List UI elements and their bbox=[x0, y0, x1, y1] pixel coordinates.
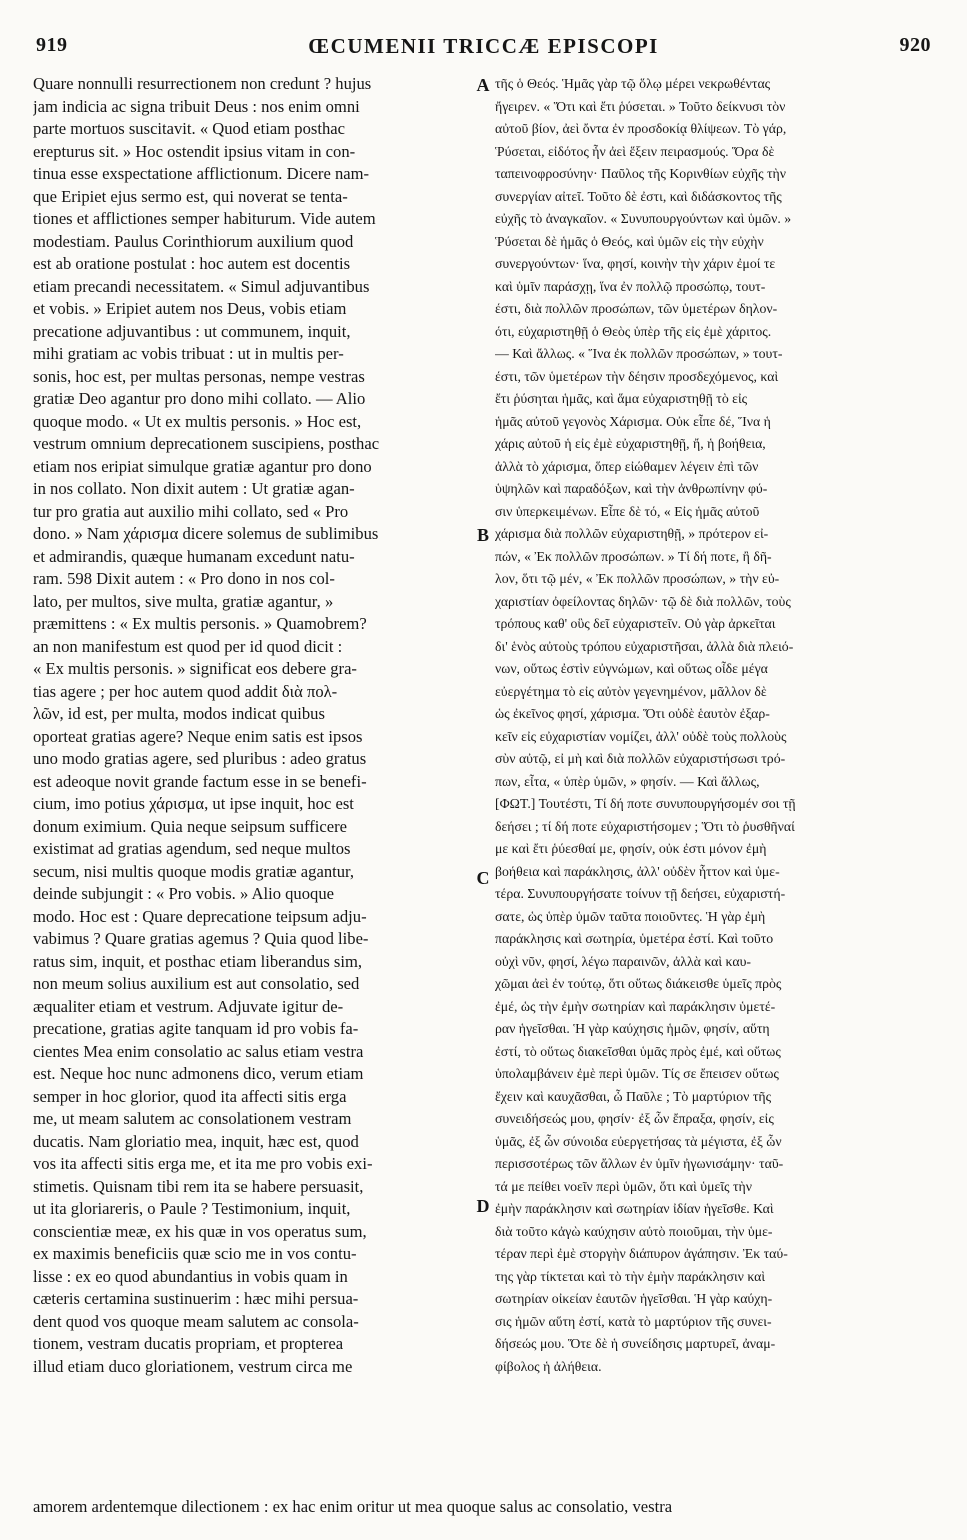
latin-line: modestiam. Paulus Corinthiorum auxilium quod bbox=[33, 231, 354, 251]
latin-line: stimetis. Quisnam tibi rem ita se habere persuasit, bbox=[33, 1176, 364, 1196]
greek-line: ταπεινοφροσύνην· Παῦλος τῆς Κορινθίων εὐχῆς τὴν bbox=[495, 166, 786, 181]
latin-line: secum, nisi multis quoque modis gratiæ agantur, bbox=[33, 861, 355, 881]
greek-line: ὑψηλῶν καὶ παραδόξων, καὶ τὴν ἀνθρωπίνην φύ- bbox=[495, 481, 768, 496]
greek-line: ἔτι ῥύσηται ἡμᾶς, καὶ ἅμα εὐχαριστηθῇ τὸ εἰς bbox=[495, 391, 748, 406]
latin-line: præmittens : « Ex multis personis. » Quamobrem? bbox=[33, 614, 367, 633]
greek-line: χαριστίαν ὀφείλοντας δηλῶν· τῷ δὲ διὰ πολλῶν, τοὺς bbox=[495, 593, 791, 609]
latin-line: sonis, hoc est, per multas personas, nempe vestras bbox=[33, 366, 365, 386]
latin-line: tinua esse exspectatione afflictionum. Dicere nam- bbox=[33, 164, 370, 183]
greek-column bbox=[495, 73, 935, 1378]
latin-line: modo. Hoc est : Quare deprecatione teipsum adju- bbox=[33, 906, 367, 926]
latin-line: tur pro gratia aut auxilio mihi collato, sed « Pro bbox=[33, 501, 349, 521]
greek-line: συνειδήσεώς μου, φησίν· ἐξ ὧν ἔπραξα, φησίν, εἰς bbox=[495, 1111, 774, 1126]
greek-line: εὐχῆς τὸ ἀναγκαῖον. « Συνυπουργούντων καὶ ὑμῶν. » bbox=[495, 211, 792, 226]
latin-line: tiones et afflictiones semper habiturum. Vide autem bbox=[33, 209, 376, 228]
greek-line: δι' ἑνὸς αὐτοὺς τρόπου εὐχαριστῆσαι, ἀλλὰ διὰ πλειό- bbox=[495, 638, 794, 654]
greek-line: ἡμᾶς αὐτοῦ γεγονὸς Χάρισμα. Οὐκ εἶπε δέ, Ἵνα ἡ bbox=[495, 413, 771, 429]
greek-line: της γὰρ τίκτεται καὶ τὸ τὴν ἐμὴν παράκλησιν καὶ bbox=[495, 1268, 766, 1284]
right-page-number: 920 bbox=[899, 34, 931, 56]
left-page-number: 919 bbox=[36, 34, 68, 56]
greek-line: παράκλησις καὶ σωτηρία, ὑμετέρα ἐστί. Καὶ τοῦτο bbox=[495, 931, 774, 946]
greek-line: συνεργίαν αἰτεῖ. Τοῦτο δὲ ἐστι, καὶ διδάσκοντος τῆς bbox=[495, 188, 782, 204]
margin-marker-d: D bbox=[476, 1196, 490, 1216]
greek-line: σωτηρίαν οἰκείαν ἑαυτῶν ἡγεῖσθαι. Ἡ γὰρ καύχη- bbox=[495, 1291, 773, 1306]
greek-line: τέρα. Συνυπουργήσατε τοίνυν τῇ δεήσει, εὐχαριστή- bbox=[495, 886, 786, 901]
greek-line: — Καὶ ἄλλως. « Ἵνα ἐκ πολλῶν προσώπων, » τουτ- bbox=[495, 346, 783, 361]
latin-line: λῶν, id est, per multa, modos indicat quibus bbox=[33, 704, 325, 723]
latin-line: vabimus ? Quare gratias agemus ? Quia quod libe- bbox=[33, 929, 369, 948]
latin-line: precatione, gratias agite tanquam id pro vobis fa- bbox=[33, 1019, 359, 1038]
latin-line: æqualiter etiam et vestrum. Adjuvate igitur de- bbox=[33, 996, 344, 1016]
greek-line: τά με πείθει νοεῖν περὶ ὑμῶν, ὅτι καὶ ὑμεῖς τὴν bbox=[495, 1178, 752, 1194]
latin-line: ducatis. Nam gloriatio mea, inquit, hæc est, quod bbox=[33, 1131, 359, 1151]
greek-line: περισσοτέρως τῶν ἄλλων ἐν ὑμῖν ἠγωνισάμην· ταῦ- bbox=[495, 1156, 784, 1171]
greek-line: καὶ ὑμῖν παράσχῃ, ἵνα ἐν πολλῷ προσώπῳ, τουτ- bbox=[495, 278, 766, 294]
latin-line: ratus sim, inquit, et posthac etiam liberandus sim, bbox=[33, 951, 363, 971]
greek-line: χῶμαι ἀεὶ ἐν τούτῳ, ὅτι οὕτως διάκεισθε ὑμεῖς πρὸς bbox=[495, 976, 782, 991]
latin-line: est ab oratione postulat : hoc autem est docentis bbox=[33, 254, 351, 273]
greek-line: τῆς ὁ Θεός. Ἡμᾶς γὰρ τῷ ὅλῳ μέρει νεκρωθέντας bbox=[495, 76, 771, 91]
latin-line: ram. 598 Dixit autem : « Pro dono in nos col- bbox=[33, 569, 335, 588]
latin-line: cientes Mea enim consolatio ac salus etiam vestra bbox=[33, 1041, 364, 1061]
greek-line: ὑμᾶς, ἐξ ὧν σύνοιδα εὐεργετήσας τὰ μέγιστα, ἐξ ὧν bbox=[495, 1133, 782, 1149]
greek-line: πών, « Ἐκ πολλῶν προσώπων. » Τί δή ποτε, ἢ δῆ- bbox=[495, 548, 772, 564]
latin-line: dent quod vos quoque meam salutem ac consola- bbox=[33, 1311, 359, 1331]
latin-line: cium, imo potius χάρισμα, ut ipse inquit, hoc est bbox=[33, 794, 354, 813]
latin-final-line: amorem ardentemque dilectionem : ex hac enim oritur ut mea quoque salus ac consolatio, vestra bbox=[33, 1497, 673, 1516]
latin-line: que Eripiet ejus sermo est, qui noverat se tenta- bbox=[33, 186, 348, 206]
greek-line: διὰ τοῦτο κἀγὼ καύχησιν αὐτὸ ποιοῦμαι, τὴν ὑμε- bbox=[495, 1223, 773, 1239]
latin-line: « Ex multis personis. » significat eos debere gra- bbox=[33, 659, 357, 678]
greek-line: ἔχειν καὶ καυχᾶσθαι, ὦ Παῦλε ; Τὸ μαρτύριον τῆς bbox=[495, 1088, 772, 1104]
latin-line: etiam precandi necessitatem. « Simul adjuvantibus bbox=[33, 276, 370, 296]
latin-line: cæteris certamina sustinuerim : hæc mihi persua- bbox=[33, 1289, 359, 1308]
greek-line: νων, οὕτως ἐστὶν εὐγνώμων, καὶ οὕτως οἶδε μέγα bbox=[495, 661, 768, 676]
greek-line: ἤγειρεν. « Ὅτι καὶ ἔτι ῥύσεται. » Τοῦτο δείκνυσι τὸν bbox=[495, 98, 786, 114]
latin-line: Quare nonnulli resurrectionem non credunt ? hujus bbox=[33, 74, 372, 93]
greek-line: Ῥύσεται, εἰδότος ἦν ἀεὶ ἕξειν πειρασμούς. Ὅρα δὲ bbox=[495, 143, 775, 159]
greek-line: ἐστί, τὸ οὕτως διακεῖσθαι ὑμᾶς πρὸς ἐμέ, καὶ οὕτως bbox=[495, 1043, 781, 1059]
greek-line: φίβολος ἡ ἀλήθεια. bbox=[495, 1358, 602, 1374]
latin-line: ex maximis beneficiis quæ scio me in vos contu- bbox=[33, 1244, 357, 1263]
latin-line: deinde subjungit : « Pro vobis. » Alio quoque bbox=[33, 884, 334, 903]
greek-line: Ῥύσεται δὲ ἡμᾶς ὁ Θεός, καὶ ὑμῶν εἰς τὴν εὐχὴν bbox=[495, 233, 764, 249]
latin-line: donum eximium. Quia neque seipsum sufficere bbox=[33, 816, 347, 836]
margin-marker-b: B bbox=[476, 525, 489, 545]
latin-column bbox=[33, 73, 473, 1378]
latin-line: tias agere ; per hoc autem quod addit διὰ πολ- bbox=[33, 681, 338, 701]
latin-line: existimat ad gratias agendum, sed neque multos bbox=[33, 839, 351, 858]
latin-line: gratiæ Deo agantur pro dono mihi collato. — Alio bbox=[33, 389, 366, 408]
greek-line: πων, εἶτα, « ὑπὲρ ὑμῶν, » φησίν. — Καὶ ἄλλως, bbox=[495, 773, 760, 789]
greek-line: χάρις αὐτοῦ ἡ εἰς ἐμὲ εὐχαριστηθῇ, ἤ, ἡ βοήθεια, bbox=[495, 436, 766, 451]
latin-line: et admirandis, quæque humanam excedunt natu- bbox=[33, 546, 355, 566]
greek-line: έστι, διὰ πολλῶν προσώπων, τῶν ὑμετέρων δηλον- bbox=[495, 301, 778, 316]
latin-line: tionem, vestram ducatis propriam, et propterea bbox=[33, 1334, 344, 1353]
greek-line: εὐεργέτημα τὸ εἰς αὐτὸν γεγενημένον, μᾶλλον δὲ bbox=[495, 683, 767, 699]
latin-line: est adeoque novit grande factum esse in se benefi- bbox=[33, 771, 367, 791]
greek-line: ὑπολαμβάνειν ἐμὲ περὶ ὑμῶν. Τίς σε ἔπεισεν οὕτως bbox=[495, 1066, 779, 1081]
latin-line: et vobis. » Eripiet autem nos Deus, vobis etiam bbox=[33, 299, 347, 318]
latin-line: vos ita affecti sitis erga me, et ita me pro vobis exi- bbox=[33, 1154, 373, 1173]
latin-line: parte mortuos suscitavit. « Quod etiam posthac bbox=[33, 119, 345, 138]
margin-marker-a: A bbox=[476, 75, 490, 95]
latin-line: an non manifestum est quod per id quod dicit : bbox=[33, 636, 343, 656]
greek-line: ὡς ἐκεῖνος φησί, χάρισμα. Ὅτι οὐδὲ ἑαυτὸν ἐξαρ- bbox=[495, 706, 770, 721]
greek-line: [ΦΩΤ.] Τουτέστι, Τί δή ποτε συνυπουργήσομέν σοι τῇ bbox=[495, 796, 796, 811]
greek-line: συνεργούντων· ἵνα, φησί, κοινὴν τὴν χάριν ἐμοί τε bbox=[495, 256, 776, 271]
latin-line: dono. » Nam χάρισμα dicere solemus de sublimibus bbox=[33, 524, 379, 543]
greek-line: ότι, εὐχαριστηθῇ ὁ Θεὸς ὑπὲρ τῆς εἰς ἐμὲ χάριτος. bbox=[495, 323, 772, 339]
latin-line: erepturus sit. » Hoc ostendit ipsius vitam in con- bbox=[33, 141, 356, 161]
greek-line: ἐμέ, ὡς τὴν ἐμὴν σωτηρίαν καὶ παράκλησιν ὑμετέ- bbox=[495, 998, 776, 1014]
latin-line: me, ut meam salutem ac consolationem vestram bbox=[33, 1109, 352, 1128]
greek-line: δεήσει ; τί δή ποτε εὐχαριστήσομεν ; Ὅτι τὸ ῥυσθῆναί bbox=[495, 818, 795, 834]
latin-line: etiam nos eripiat simulque gratiæ agantur pro dono bbox=[33, 456, 372, 476]
latin-line: precatione adjuvantibus : ut communem, inquit, bbox=[33, 321, 351, 341]
latin-line: mihi gratiam ac vobis tribuat : ut in multis per- bbox=[33, 344, 344, 363]
latin-line: semper in hoc glorior, quod ita affecti sitis erga bbox=[33, 1086, 347, 1106]
greek-line: σιν ὑπερκειμένων. Εἶπε δὲ τό, « Εἰς ἡμᾶς αὐτοῦ bbox=[495, 503, 760, 519]
greek-line: βοήθεια καὶ παράκλησις, ἀλλ' οὐδὲν ἧττον καὶ ὑμε- bbox=[495, 863, 780, 879]
greek-line: ραν ἡγεῖσθαι. Ἡ γὰρ καύχησις ἡμῶν, φησίν, αὕτη bbox=[495, 1021, 770, 1036]
latin-line: est. Neque hoc nunc admonens dico, verum etiam bbox=[33, 1064, 364, 1083]
latin-line: non meum solius auxilium est aut consolatio, sed bbox=[33, 974, 360, 993]
greek-line: σατε, ὡς ὑπὲρ ὑμῶν ταῦτα ποιοῦντες. Ἡ γὰρ ἐμὴ bbox=[495, 908, 766, 924]
greek-line: με καὶ ἔτι ῥύεσθαί με, φησίν, οὐκ ἐστι μόνον ἐμὴ bbox=[495, 841, 767, 856]
greek-line: τρόπους καθ' οὓς δεῖ εὐχαριστεῖν. Οὐ γὰρ ἀρκεῖται bbox=[495, 616, 776, 631]
running-title: ŒCUMENII TRICCÆ EPISCOPI bbox=[308, 34, 659, 58]
page-header bbox=[0, 0, 967, 70]
margin-marker-c: C bbox=[476, 868, 490, 888]
latin-line: uno modo gratias agere, sed pluribus : adeo gratus bbox=[33, 749, 367, 768]
greek-line: οὐχὶ νῦν, φησί, λέγω παραινῶν, ἀλλὰ καὶ καυ- bbox=[495, 953, 752, 969]
greek-line: σὺν αὐτῷ, εἰ μὴ καὶ διὰ πολλῶν εὐχαριστήσωσι τρό- bbox=[495, 751, 786, 766]
latin-line: conscientiæ meæ, ex his quæ in vos operatus sum, bbox=[33, 1221, 367, 1241]
greek-line: ἀλλὰ τὸ χάρισμα, ὅπερ εἰώθαμεν λέγειν ἐπὶ τῶν bbox=[495, 458, 759, 474]
greek-line: κεῖν εἰς εὐχαριστίαν νομίζει, ἀλλ' οὐδὲ τοὺς πολλοὺς bbox=[495, 728, 787, 744]
latin-line: quoque modo. « Ut ex multis personis. » Hoc est, bbox=[33, 411, 362, 431]
latin-line: oporteat gratias agere? Neque enim satis est ipsos bbox=[33, 726, 363, 746]
greek-line: δήσεώς μου. Ὅτε δὲ ἡ συνείδησις μαρτυρεῖ, ἀναμ- bbox=[495, 1336, 776, 1351]
greek-line: έστι, τῶν ὑμετέρων τὴν δέησιν προσδεχόμενος, καὶ bbox=[495, 368, 779, 384]
latin-line: lato, per multos, sive multa, gratiæ agantur, » bbox=[33, 591, 334, 611]
latin-line: ut ita gloriareris, o Paule ? Testimonium, inquit, bbox=[33, 1199, 351, 1218]
greek-line: λον, ὅτι τῷ μέν, « Ἐκ πολλῶν προσώπων, » τὴν εὐ- bbox=[495, 571, 780, 586]
greek-line: αὐτοῦ βίον, ἀεὶ ὄντα ἐν προσδοκίᾳ θλίψεων. Τὸ γάρ, bbox=[495, 121, 787, 136]
latin-line: jam indicia ac signa tribuit Deus : nos enim omni bbox=[33, 96, 360, 116]
greek-line: ἐμὴν παράκλησιν καὶ σωτηρίαν ἰδίαν ἡγεῖσθε. Καὶ bbox=[495, 1201, 774, 1216]
greek-line: χάρισμα διὰ πολλῶν εὐχαριστηθῇ, » πρότερον εἰ- bbox=[495, 526, 769, 541]
latin-line: vestrum omnium deprecationem suscipiens, posthac bbox=[33, 434, 380, 453]
latin-line: lisse : ex eo quod abundantius in vobis quam in bbox=[33, 1266, 348, 1286]
latin-line: in nos collato. Non dixit autem : Ut gratiæ agan- bbox=[33, 479, 355, 498]
greek-line: σις ἡμῶν αὕτη ἐστί, κατὰ τὸ μαρτύριον τῆς συνει- bbox=[495, 1313, 772, 1329]
greek-line: τέραν περὶ ἐμὲ στοργὴν διάπυρον ἀγάπησιν. Ἐκ ταύ- bbox=[495, 1246, 788, 1261]
latin-line: illud etiam duco gloriationem, vestrum circa me bbox=[33, 1356, 353, 1376]
